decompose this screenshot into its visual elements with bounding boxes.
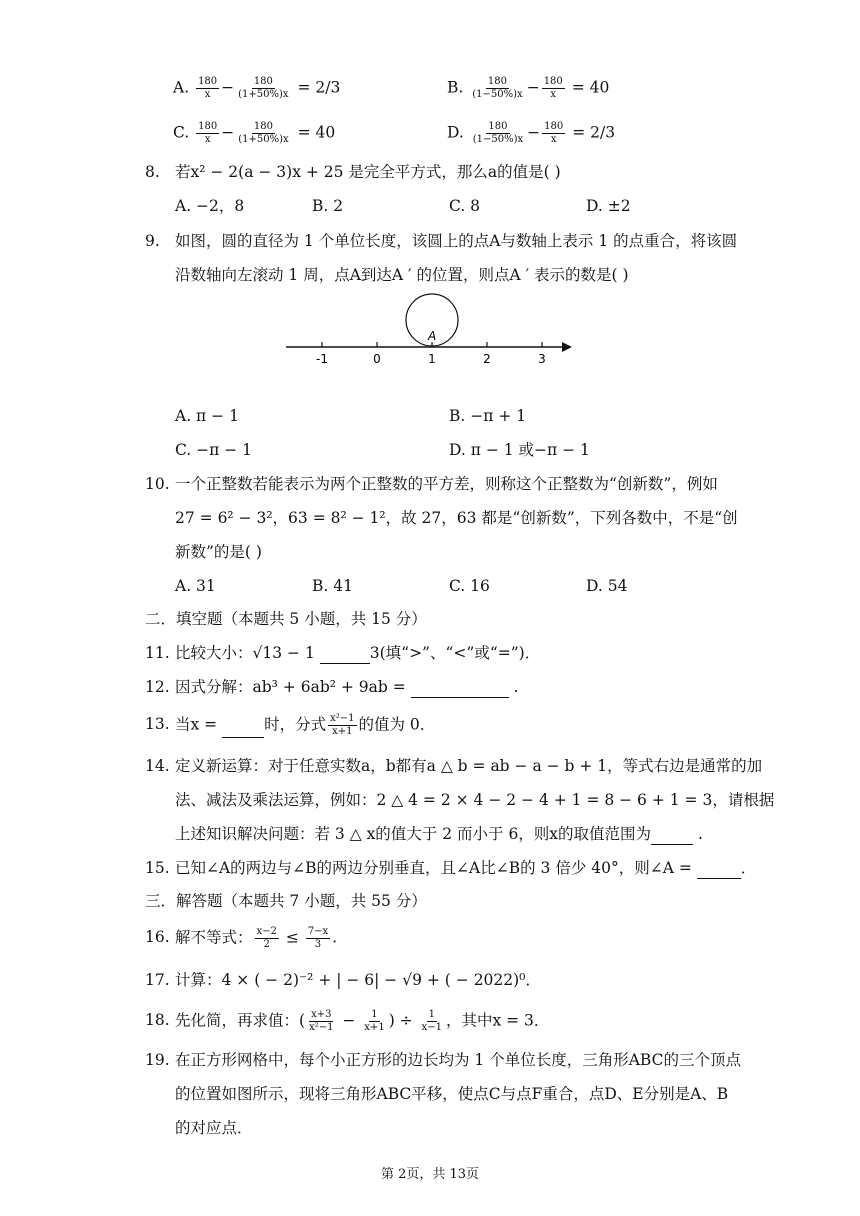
question-line: 如图，圆的直径为 1 个单位长度，该圆上的点A与数轴上表示 1 的点重合，将该圆 [175, 232, 738, 250]
question-line: 的位置如图所示，现将三角形ABC平移，使点C与点F重合，点D、E分别是A、B [175, 1085, 729, 1103]
answer-blank[interactable] [320, 647, 370, 664]
q7-option-a[interactable]: A. $\frac{180}{x}$ − $\frac{180}{(1+50\%)x}$ = 2/3 [173, 76, 341, 100]
q15-text-post: ． [740, 859, 757, 877]
question-q18 [175, 1009, 549, 1034]
q18-text-post: ，其中x = 3． [445, 1011, 550, 1030]
q7-option-b[interactable]: B. $\frac{180}{(1-50\%)x}$ − $\frac{180}{x}$ = 40 [447, 76, 610, 100]
option-label: B. [447, 78, 464, 97]
q10-option-b[interactable]: B. 41 [312, 577, 353, 595]
arrow-head [562, 342, 572, 352]
q11-text-pre: 比较大小：√13 − 1 [175, 644, 320, 662]
q7-option-d[interactable]: D. $\frac{180}{(1-50\%)x}$ − $\frac{180}{x}$ = 2/3 [447, 121, 616, 145]
answer-blank[interactable] [651, 828, 693, 845]
question-q17: 计算：4 × ( − 2)⁻² + | − 6| − √9 + ( − 2022)⁰． [175, 971, 541, 989]
q11-text-post: 3(填“>”、“<”或“=”)． [369, 644, 541, 662]
option-label: A. [173, 78, 190, 97]
number-line-figure [280, 292, 580, 372]
q10-option-c[interactable]: C. 16 [449, 577, 490, 595]
q18-text-mid: ) ÷ [388, 1011, 418, 1030]
question-number: 13. [145, 715, 170, 733]
option-rhs: = 2/3 [572, 123, 616, 142]
question-number: 17. [145, 971, 170, 989]
q14-line3-end: . [693, 825, 703, 843]
answer-blank[interactable] [411, 681, 509, 698]
q9-option-d[interactable]: D. π − 1 或−π − 1 [449, 441, 590, 459]
q9-option-b[interactable]: B. −π + 1 [449, 407, 527, 425]
tick-label: 1 [428, 352, 436, 366]
question-q16 [175, 926, 337, 951]
question-line: 法、减法及乘法运算，例如：2 △ 4 = 2 × 4 − 2 − 4 + 1 = 8 − 6 + 1 = 3，请根据 [175, 791, 775, 809]
answer-blank[interactable] [697, 862, 741, 879]
q16-text-pre: 解不等式： [175, 928, 253, 947]
answer-blank[interactable] [222, 721, 264, 738]
q16-text-post: . [332, 928, 338, 947]
q9-option-a[interactable]: A. π − 1 [175, 407, 239, 425]
question-number: 14. [145, 757, 170, 775]
question-q15 [175, 857, 756, 879]
option-rhs: = 40 [571, 78, 610, 97]
option-rhs: = 40 [297, 123, 336, 142]
point-a-label: A [428, 329, 437, 343]
page-footer: 第 2页，共 13页 [380, 1167, 480, 1182]
tick-label: 0 [373, 352, 381, 366]
fraction: $\frac{x+3}{\text{x²−1}}$ [309, 1009, 334, 1033]
option-label: D. [447, 123, 464, 142]
fraction: $\frac{180}{x}$ [544, 121, 564, 145]
q12-text-post: . [508, 678, 519, 696]
question-number: 15. [145, 859, 170, 877]
fraction: $\frac{7-x}{3}$ [307, 926, 329, 950]
q13-text-post: 的值为 0． [358, 715, 436, 734]
fraction: $\frac{180}{x}$ [198, 76, 218, 100]
option-rhs: = 2/3 [297, 78, 341, 97]
question-q13 [175, 713, 435, 738]
q9-option-c[interactable]: C. −π − 1 [175, 441, 253, 459]
operator: − [337, 1011, 361, 1030]
q10-option-d[interactable]: D. 54 [586, 577, 628, 595]
question-number: 12. [145, 678, 170, 696]
fraction: $\frac{180}{(1+50\%)x}$ [238, 76, 289, 100]
q7-option-c[interactable]: C. $\frac{180}{x}$ − $\frac{180}{(1+50\%)x}$ = 40 [173, 121, 336, 145]
question-line: 一个正整数若能表示为两个正整数的平方差，则称这个正整数为“创新数”，例如 [175, 475, 718, 493]
q15-text-pre: 已知∠A的两边与∠B的两边分别垂直，且∠A比∠B的 3 倍少 40°，则∠A = [175, 859, 697, 877]
question-q11 [175, 642, 540, 664]
q8-option-a[interactable]: A. −2，8 [175, 197, 245, 215]
q14-line3: 上述知识解决问题：若 3 △ x的值大于 2 而小于 6，则x的取值范围为 [175, 825, 652, 843]
fraction: $\frac{1}{x+1}$ [364, 1009, 385, 1033]
tick-label: 3 [538, 352, 546, 366]
q8-option-c[interactable]: C. 8 [449, 197, 481, 215]
option-label: C. [173, 123, 190, 142]
question-line: 新数”的是( ) [175, 543, 262, 561]
question-line: 定义新运算：对于任意实数a，b都有a △ b = ab − a − b + 1，等式右边是通常的加 [175, 757, 763, 775]
question-number: 16. [145, 928, 170, 946]
q8-option-d[interactable]: D. ±2 [586, 197, 631, 215]
question-number: 11. [145, 644, 170, 662]
question-line: 的对应点． [175, 1119, 253, 1137]
section-heading-fill-in: 二．填空题（本题共 5 小题，共 15 分） [145, 610, 427, 628]
fraction: $\frac{180}{x}$ [543, 76, 563, 100]
question-q12 [175, 676, 519, 698]
tick-label: 2 [483, 352, 491, 366]
question-line-with-blank [175, 823, 703, 845]
q13-text-pre: 当x = [175, 715, 223, 734]
question-line: 在正方形网格中，每个小正方形的边长均为 1 个单位长度，三角形ABC的三个顶点 [175, 1051, 741, 1069]
q18-text-pre: 先化简，再求值：( [175, 1011, 306, 1030]
q8-option-b[interactable]: B. 2 [312, 197, 344, 215]
question-line: 沿数轴向左滚动 1 周，点A到达A ′ 的位置，则点A ′ 表示的数是( ) [175, 266, 629, 284]
fraction: $\frac{180}{x}$ [198, 121, 218, 145]
tick-label: -1 [316, 352, 328, 366]
fraction: $\frac{\text{x²−1}}{x+1}$ [330, 713, 355, 737]
fraction: $\frac{1}{x-1}$ [421, 1009, 442, 1033]
question-line: 27 = 6² − 3²，63 = 8² − 1²，故 27，63 都是“创新数”，下列各数中，不是“创 [175, 509, 738, 527]
question-stem: 若x² − 2(a − 3)x + 25 是完全平方式，那么a的值是( ) [175, 163, 561, 181]
question-number: 9. [145, 232, 160, 250]
fraction: $\frac{x-2}{2}$ [256, 926, 277, 950]
operator: ≤ [285, 928, 299, 947]
question-number: 18. [145, 1011, 170, 1029]
fraction: $\frac{180}{(1-50\%)x}$ [472, 121, 524, 145]
q10-option-a[interactable]: A. 31 [175, 577, 216, 595]
fraction: $\frac{180}{(1-50\%)x}$ [472, 76, 523, 100]
q12-text-pre: 因式分解：ab³ + 6ab² + 9ab = [175, 678, 411, 696]
section-heading-solve: 三．解答题（本题共 7 小题，共 55 分） [145, 892, 427, 910]
fraction: $\frac{180}{(1+50\%)x}$ [238, 121, 289, 145]
question-number: 19. [145, 1051, 170, 1069]
question-number: 10. [145, 475, 170, 493]
q13-text-mid: 时，分式 [264, 715, 327, 734]
question-number: 8. [145, 163, 160, 181]
